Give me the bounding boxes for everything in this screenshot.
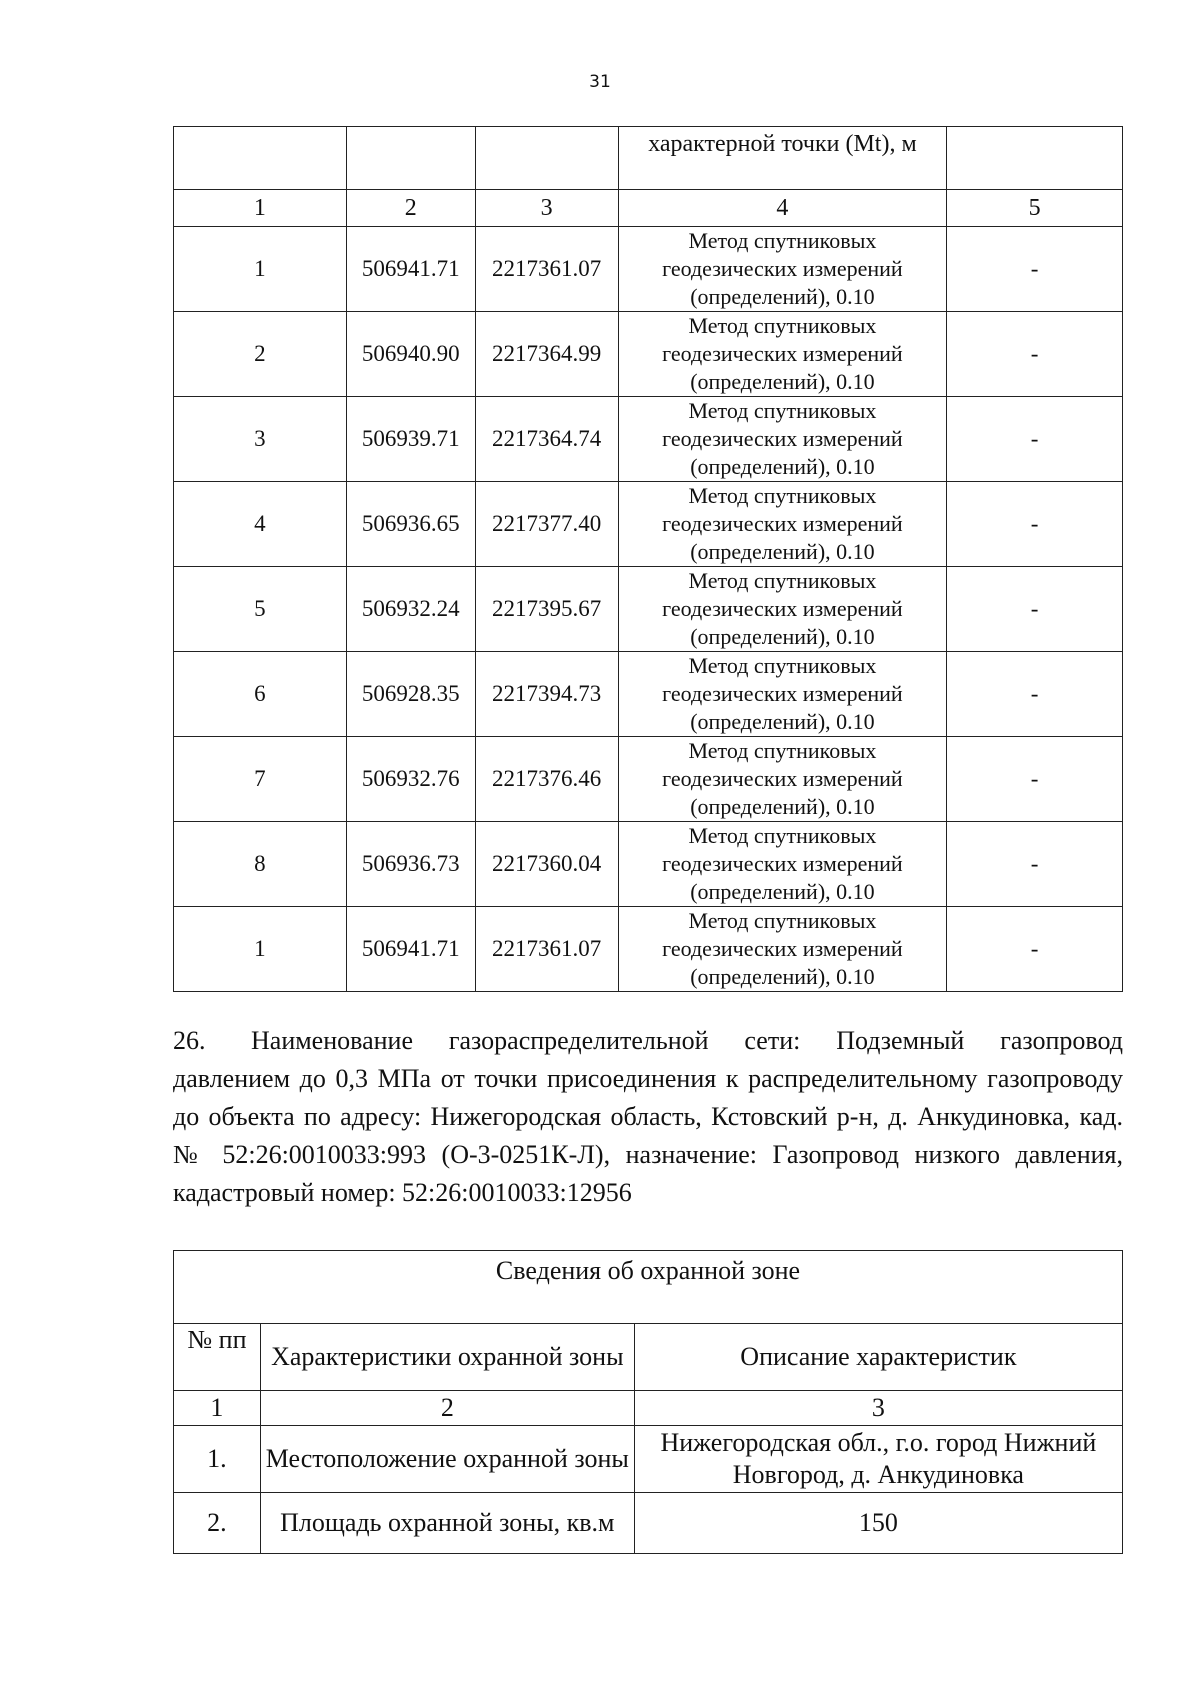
description: - bbox=[947, 907, 1123, 992]
table-row bbox=[174, 312, 1123, 397]
description: - bbox=[947, 397, 1123, 482]
method-line: (определений), 0.10 bbox=[690, 539, 875, 564]
row-characteristic: Местоположение охранной зоны bbox=[260, 1426, 634, 1493]
table-row bbox=[174, 652, 1123, 737]
coordinate-x: 506936.65 bbox=[346, 482, 475, 567]
description: - bbox=[947, 482, 1123, 567]
description: - bbox=[947, 227, 1123, 312]
method-line: (определений), 0.10 bbox=[690, 624, 875, 649]
zone-table-caption: Сведения об охранной зоне bbox=[174, 1251, 1123, 1324]
coordinate-x: 506936.73 bbox=[346, 822, 475, 907]
coordinate-y: 2217361.07 bbox=[475, 907, 618, 992]
coordinate-x: 506932.76 bbox=[346, 737, 475, 822]
table-row bbox=[174, 1426, 1123, 1493]
method-line: Метод спутниковых bbox=[688, 568, 877, 593]
method-line: геодезических измерений bbox=[662, 426, 903, 451]
section-number: 26. bbox=[173, 1026, 206, 1055]
description: - bbox=[947, 312, 1123, 397]
header-description: Описание характеристик bbox=[634, 1324, 1122, 1391]
coordinate-y: 2217395.67 bbox=[475, 567, 618, 652]
protection-zone-table bbox=[173, 1250, 1123, 1554]
method-line: (определений), 0.10 bbox=[690, 709, 875, 734]
header-cell-5 bbox=[947, 127, 1123, 190]
method-line: (определений), 0.10 bbox=[690, 794, 875, 819]
method-line: Метод спутниковых bbox=[688, 483, 877, 508]
coordinate-y: 2217377.40 bbox=[475, 482, 618, 567]
row-description: 150 bbox=[634, 1493, 1122, 1554]
method bbox=[618, 397, 947, 482]
point-number: 1 bbox=[174, 907, 347, 992]
table-row bbox=[174, 482, 1123, 567]
method-line: геодезических измерений bbox=[662, 596, 903, 621]
table-row bbox=[174, 397, 1123, 482]
table-row bbox=[174, 1493, 1123, 1554]
table-row bbox=[174, 737, 1123, 822]
page-number: 31 bbox=[589, 72, 611, 92]
method-line: Метод спутниковых bbox=[688, 398, 877, 423]
column-number: 1 bbox=[174, 1391, 261, 1426]
coordinate-x: 506939.71 bbox=[346, 397, 475, 482]
point-number: 8 bbox=[174, 822, 347, 907]
coordinate-x: 506940.90 bbox=[346, 312, 475, 397]
coordinate-y: 2217364.74 bbox=[475, 397, 618, 482]
header-cell-2 bbox=[346, 127, 475, 190]
coordinate-y: 2217394.73 bbox=[475, 652, 618, 737]
coordinate-x: 506941.71 bbox=[346, 907, 475, 992]
method-line: (определений), 0.10 bbox=[690, 454, 875, 479]
row-number: 2. bbox=[174, 1493, 261, 1554]
row-characteristic: Площадь охранной зоны, кв.м bbox=[260, 1493, 634, 1554]
section-paragraph bbox=[173, 1022, 1123, 1212]
method bbox=[618, 482, 947, 567]
table-row bbox=[174, 822, 1123, 907]
column-number: 3 bbox=[634, 1391, 1122, 1426]
method bbox=[618, 312, 947, 397]
coordinate-x: 506932.24 bbox=[346, 567, 475, 652]
coordinate-x: 506928.35 bbox=[346, 652, 475, 737]
description: - bbox=[947, 822, 1123, 907]
description: - bbox=[947, 652, 1123, 737]
method-line: геодезических измерений bbox=[662, 851, 903, 876]
method-line: Метод спутниковых bbox=[688, 908, 877, 933]
header-number: № пп bbox=[174, 1324, 261, 1391]
method-line: геодезических измерений bbox=[662, 341, 903, 366]
method-line: Метод спутниковых bbox=[688, 823, 877, 848]
method-line: Метод спутниковых bbox=[688, 738, 877, 763]
row-description: Нижегородская обл., г.о. город Нижний Новгород, д. Анкудиновка bbox=[634, 1426, 1122, 1493]
coordinate-y: 2217376.46 bbox=[475, 737, 618, 822]
method-line: геодезических измерений bbox=[662, 766, 903, 791]
header-characteristics: Характеристики охранной зоны bbox=[260, 1324, 634, 1391]
column-number: 2 bbox=[346, 190, 475, 227]
description: - bbox=[947, 737, 1123, 822]
column-number: 5 bbox=[947, 190, 1123, 227]
method bbox=[618, 652, 947, 737]
point-number: 5 bbox=[174, 567, 347, 652]
coordinate-y: 2217361.07 bbox=[475, 227, 618, 312]
method-line: Метод спутниковых bbox=[688, 313, 877, 338]
column-number: 4 bbox=[618, 190, 947, 227]
header-cell-4: характерной точки (Mt), м bbox=[618, 127, 947, 190]
point-number: 3 bbox=[174, 397, 347, 482]
column-number: 1 bbox=[174, 190, 347, 227]
point-number: 7 bbox=[174, 737, 347, 822]
method-line: геодезических измерений bbox=[662, 511, 903, 536]
description: - bbox=[947, 567, 1123, 652]
table-row bbox=[174, 907, 1123, 992]
table-row bbox=[174, 227, 1123, 312]
header-cell-3 bbox=[475, 127, 618, 190]
method bbox=[618, 567, 947, 652]
column-number: 2 bbox=[260, 1391, 634, 1426]
coordinate-x: 506941.71 bbox=[346, 227, 475, 312]
coordinate-y: 2217360.04 bbox=[475, 822, 618, 907]
column-number: 3 bbox=[475, 190, 618, 227]
method-line: геодезических измерений bbox=[662, 681, 903, 706]
header-continuation-row bbox=[174, 127, 1123, 190]
point-number: 1 bbox=[174, 227, 347, 312]
method bbox=[618, 822, 947, 907]
method-line: (определений), 0.10 bbox=[690, 964, 875, 989]
point-number: 6 bbox=[174, 652, 347, 737]
method-line: геодезических измерений bbox=[662, 936, 903, 961]
method-line: Метод спутниковых bbox=[688, 228, 877, 253]
method-line: Метод спутниковых bbox=[688, 653, 877, 678]
table-row bbox=[174, 567, 1123, 652]
row-number: 1. bbox=[174, 1426, 261, 1493]
point-number: 2 bbox=[174, 312, 347, 397]
method-line: (определений), 0.10 bbox=[690, 369, 875, 394]
section-text: Наименование газораспределительной сети: Подземный газопровод давлением до 0,3 МПа от точки присоединения к распределительному газопроводу до объекта по адресу: Нижегородская область, Кстовский р-н, д. Анкудиновка, кад. № 52:26:0010033:993 (О-3-0251К-Л), назначение: Газопровод низкого давления, кадастровый номер: 52:26:0010033:12956 bbox=[173, 1026, 1123, 1207]
header-cell-1 bbox=[174, 127, 347, 190]
column-number-row bbox=[174, 190, 1123, 227]
method-line: (определений), 0.10 bbox=[690, 284, 875, 309]
method-line: (определений), 0.10 bbox=[690, 879, 875, 904]
method bbox=[618, 907, 947, 992]
coordinates-table bbox=[173, 126, 1123, 992]
method bbox=[618, 737, 947, 822]
point-number: 4 bbox=[174, 482, 347, 567]
method bbox=[618, 227, 947, 312]
method-line: геодезических измерений bbox=[662, 256, 903, 281]
coordinate-y: 2217364.99 bbox=[475, 312, 618, 397]
